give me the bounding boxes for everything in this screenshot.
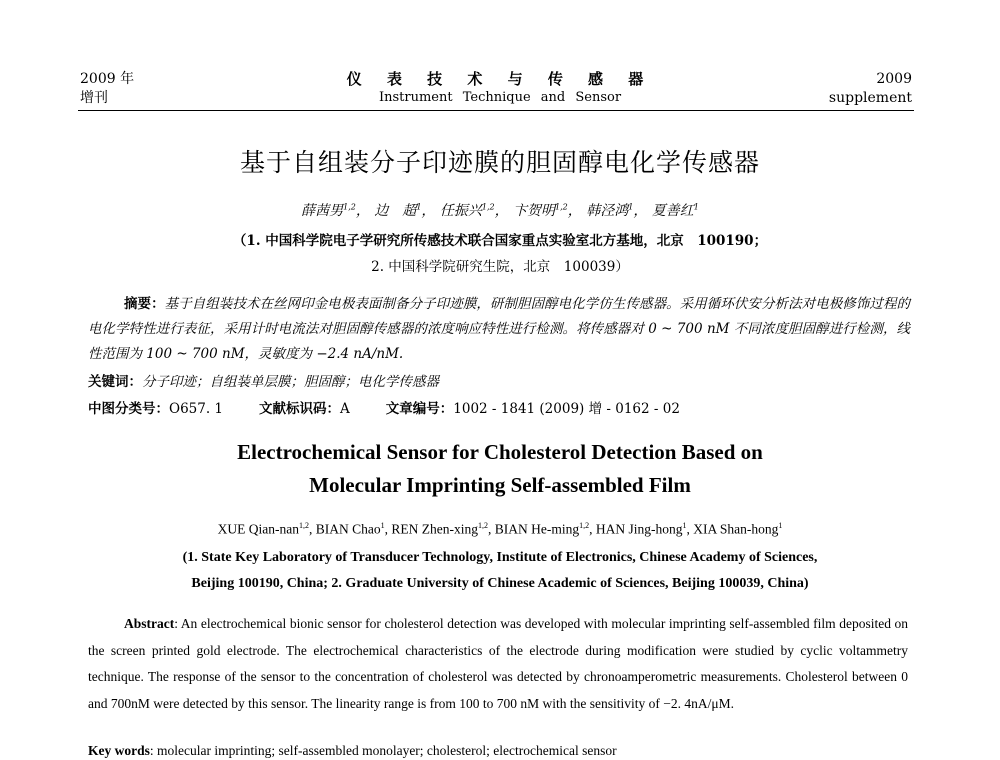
doc-code-value: A	[340, 401, 350, 417]
author-cn: 任振兴	[439, 203, 482, 219]
author-cn-sup: 1,2	[555, 202, 568, 212]
article-number-value: 1002 - 1841 (2009) 增 - 0162 - 02	[453, 401, 680, 417]
journal-name-en: Instrument Technique and Sensor	[378, 90, 622, 105]
keywords-en	[88, 743, 617, 759]
header-year-cn: 2009 年	[80, 71, 135, 87]
author-cn-sup: 1	[416, 202, 422, 212]
author-cn-sup: 1	[628, 202, 634, 212]
author-cn: 韩泾鸿	[586, 203, 629, 219]
header-rule	[78, 110, 914, 111]
doc-code-label: 文献标识码：	[259, 401, 341, 417]
author-en-sup: 1,2	[477, 521, 488, 530]
header-year: 2009	[876, 71, 912, 87]
author-en: XIA Shan-hong	[693, 521, 779, 537]
abstract-en	[88, 611, 908, 717]
header-issue-en: supplement	[828, 90, 912, 106]
author-en-sup: 1	[778, 521, 783, 530]
author-en: REN Zhen-xing	[391, 521, 478, 537]
authors-en: XUE Qian-nan$^{1,2}$, BIAN Chao$^1$, REN Zhen-xing$^{1,2}$, BIAN He-ming$^{1,2}$, HAN Jing-hong$^1$, XIA Shan-hong$^1$	[217, 521, 783, 537]
keywords-cn	[88, 370, 439, 390]
title-en-line1: Electrochemical Sensor for Cholesterol Detection Based on	[237, 440, 763, 464]
keywords-en-text: : molecular imprinting; self-assembled monolayer; cholesterol; electrochemical sensor	[149, 743, 617, 758]
author-en-sup: 1	[682, 521, 687, 530]
affiliation-cn-1: （1. 中国科学院电子学研究所传感技术联合国家重点实验室北方基地，北京 100190；	[232, 233, 768, 249]
author-cn: 夏善红	[651, 203, 694, 219]
author-en: XUE Qian-nan	[217, 521, 299, 537]
abstract-en-text: : An electrochemical bionic sensor for cholesterol detection was developed with molecular imprinting self-assembled film deposited on the screen printed gold electrode. The electrochemical characteristics of the electrode during modification were studied by cyclic voltammetry technique. The response of the sensor to the concentration of cholesterol was detected by chronoamperometric measurements. Cholesterol between 0 and 700nM were detected by this sensor. The linearity range is from 100 to 700 nM with the sensitivity of −2. 4nA/μM.	[88, 616, 908, 711]
affiliation-en-1: (1. State Key Laboratory of Transducer Technology, Institute of Electronics, Chinese Academy of Sciences,	[182, 550, 818, 565]
header-right	[829, 70, 912, 108]
keywords-cn-text: 分子印迹；自组装单层膜；胆固醇；电化学传感器	[142, 374, 439, 390]
classification-line	[88, 397, 680, 417]
title-cn: 基于自组装分子印迹膜的胆固醇电化学传感器	[239, 148, 760, 177]
title-en	[0, 436, 1000, 502]
author-en-sup: 1,2	[579, 521, 590, 530]
author-cn: 卞贺明	[513, 203, 556, 219]
abstract-cn	[88, 292, 910, 367]
authors-cn: 薛茜男$^{1,2}$， 边 超$^1$， 任振兴$^{1,2}$， 卞贺明$^{1,2}$， 韩泾鸿$^1$， 夏善红$^1$	[301, 202, 699, 219]
author-en: BIAN Chao	[315, 521, 381, 537]
clc-label: 中图分类号：	[88, 401, 169, 417]
article-number-label: 文章编号：	[385, 401, 454, 417]
keywords-cn-label: 关键词：	[88, 374, 142, 390]
author-cn: 边 超	[374, 203, 417, 219]
abstract-en-label: Abstract	[124, 616, 175, 631]
header-issue-cn: 增刊	[80, 90, 108, 106]
author-cn-sup: 1,2	[343, 202, 356, 212]
keywords-en-label: Key words	[88, 743, 150, 758]
journal-name-cn: 仪 表 技 术 与 传 感 器	[346, 70, 654, 88]
affiliation-en-2: Beijing 100190, China; 2. Graduate University of Chinese Academic of Sciences, Beijing 100039, China)	[191, 576, 809, 591]
author-en-sup: 1	[380, 521, 385, 530]
abstract-cn-text: 基于自组装技术在丝网印金电极表面制备分子印迹膜，研制胆固醇电化学仿生传感器。采用循环伏安分析法对电极修饰过程的电化学特性进行表征，采用计时电流法对胆固醇传感器的浓度响应特性进行检测。将传感器对 0 ~ 700 nM 不同浓度胆固醇进行检测，线性范围为 100 ~ 700 nM，灵敏度为 −2.4 nA/nM.	[88, 296, 911, 362]
title-en-line2: Molecular Imprinting Self-assembled Film	[309, 473, 691, 497]
author-en-sup: 1,2	[298, 521, 309, 530]
author-cn-sup: 1	[693, 202, 699, 212]
author-en: HAN Jing-hong	[595, 521, 683, 537]
author-cn: 薛茜男	[301, 203, 344, 219]
author-cn-sup: 1,2	[481, 202, 495, 212]
affiliation-cn-2: 2. 中国科学院研究生院，北京 100039）	[371, 259, 629, 275]
affiliations-en	[0, 545, 1000, 597]
abstract-cn-label: 摘要：	[124, 296, 165, 312]
clc-value: O657. 1	[169, 401, 224, 417]
author-en: BIAN He-ming	[494, 521, 580, 537]
